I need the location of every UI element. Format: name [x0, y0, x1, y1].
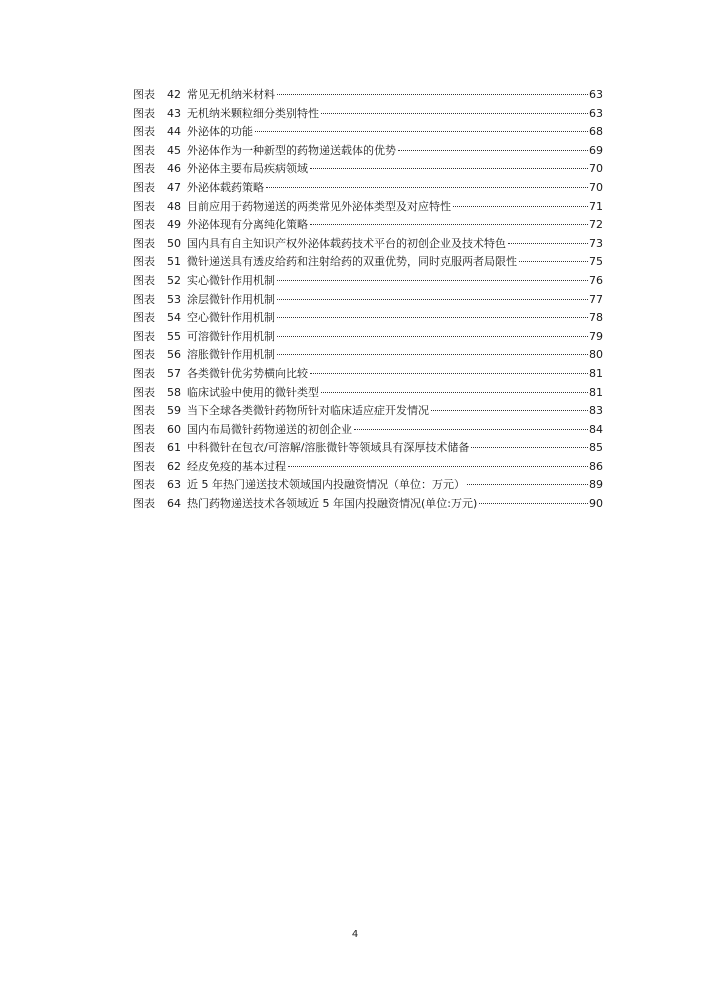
toc-entry[interactable]: [133, 198, 603, 217]
toc-entry[interactable]: [133, 105, 603, 124]
figure-title: 无机纳米颗粒细分类别特性: [187, 106, 319, 120]
figure-number: 50: [167, 236, 181, 250]
figure-title: 涂层微针作用机制: [187, 292, 275, 306]
dot-leader: [277, 317, 588, 318]
figure-number: 42: [167, 88, 181, 101]
figure-label: 图表: [133, 441, 155, 455]
figure-label: 图表: [133, 218, 155, 232]
dot-leader: [354, 429, 588, 430]
toc-entry[interactable]: [133, 272, 603, 291]
figure-label: 图表: [133, 404, 155, 418]
figure-label: 图表: [133, 422, 155, 436]
toc-entry[interactable]: [133, 291, 603, 310]
dot-leader: [310, 224, 588, 225]
toc-entry[interactable]: [133, 160, 603, 179]
dot-leader: [321, 113, 588, 114]
dot-leader: [277, 354, 588, 355]
dot-leader: [471, 447, 588, 448]
figure-page-number: 77: [589, 292, 603, 306]
figure-number: 51: [167, 255, 181, 269]
figure-page-number: 78: [589, 311, 603, 325]
figure-title: 空心微针作用机制: [187, 311, 275, 325]
dot-leader: [277, 280, 588, 281]
figure-page-number: 63: [589, 106, 603, 120]
figure-label: 图表: [133, 125, 155, 139]
figure-title: 外泌体载药策略: [187, 180, 264, 194]
figure-label: 图表: [133, 311, 155, 325]
dot-leader: [479, 503, 588, 504]
figure-page-number: 71: [589, 199, 603, 213]
figure-label: 图表: [133, 478, 155, 492]
dot-leader: [288, 466, 588, 467]
toc-entry[interactable]: [133, 421, 603, 440]
figure-page-number: 68: [589, 125, 603, 139]
figure-title: 常见无机纳米材料: [187, 88, 275, 101]
dot-leader: [508, 243, 588, 244]
figure-label: 图表: [133, 236, 155, 250]
figure-number: 48: [167, 199, 181, 213]
figure-page-number: 80: [589, 348, 603, 362]
dot-leader: [519, 261, 588, 262]
figure-label: 图表: [133, 162, 155, 176]
toc-entry[interactable]: [133, 328, 603, 347]
figure-number: 63: [167, 478, 181, 492]
figure-number: 59: [167, 404, 181, 418]
figure-title: 国内具有自主知识产权外泌体载药技术平台的初创企业及技术特色: [187, 236, 506, 250]
dot-leader: [277, 94, 588, 95]
figure-number: 53: [167, 292, 181, 306]
figure-page-number: 90: [589, 497, 603, 511]
figure-page-number: 81: [589, 366, 603, 380]
figure-page-number: 85: [589, 441, 603, 455]
dot-leader: [453, 206, 588, 207]
page-number: 4: [351, 929, 359, 940]
figure-number: 49: [167, 218, 181, 232]
figure-page-number: 70: [589, 180, 603, 194]
figure-number: 55: [167, 329, 181, 343]
figure-number: 46: [167, 162, 181, 176]
figure-title: 热门药物递送技术各领域近 5 年国内投融资情况(单位:万元): [187, 497, 478, 511]
figure-title: 临床试验中使用的微针类型: [187, 385, 319, 399]
toc-entry[interactable]: [133, 346, 603, 365]
toc-entry[interactable]: [133, 123, 603, 142]
figure-page-number: 86: [589, 459, 603, 473]
figure-label: 图表: [133, 459, 155, 473]
figure-number: 58: [167, 385, 181, 399]
toc-entry[interactable]: [133, 458, 603, 477]
toc-entry[interactable]: [133, 86, 603, 105]
figure-title: 可溶微针作用机制: [187, 329, 275, 343]
figure-title: 中科微针在包衣/可溶解/溶胀微针等领域具有深厚技术储备: [187, 441, 470, 455]
dot-leader: [321, 392, 588, 393]
figure-label: 图表: [133, 497, 155, 511]
figure-number: 62: [167, 459, 181, 473]
figure-page-number: 72: [589, 218, 603, 232]
dot-leader: [255, 131, 588, 132]
figure-label: 图表: [133, 292, 155, 306]
figure-number: 52: [167, 273, 181, 287]
figure-page-number: 70: [589, 162, 603, 176]
figure-title: 近 5 年热门递送技术领域国内投融资情况（单位：万元）: [187, 478, 465, 492]
figure-number: 47: [167, 180, 181, 194]
dot-leader: [398, 150, 588, 151]
figure-label: 图表: [133, 143, 155, 157]
figure-title: 外泌体作为一种新型的药物递送载体的优势: [187, 143, 396, 157]
figure-title: 外泌体现有分离纯化策略: [187, 218, 308, 232]
figure-title: 经皮免疫的基本过程: [187, 459, 286, 473]
figure-title: 溶胀微针作用机制: [187, 348, 275, 362]
toc-entry[interactable]: [133, 235, 603, 254]
table-of-figures: [133, 86, 603, 514]
figure-page-number: 73: [589, 236, 603, 250]
figure-number: 54: [167, 311, 181, 325]
toc-entry[interactable]: [133, 253, 603, 272]
figure-label: 图表: [133, 106, 155, 120]
figure-number: 57: [167, 366, 181, 380]
dot-leader: [310, 373, 588, 374]
figure-number: 60: [167, 422, 181, 436]
toc-entry[interactable]: [133, 142, 603, 161]
figure-page-number: 75: [589, 255, 603, 269]
toc-entry[interactable]: [133, 216, 603, 235]
figure-page-number: 89: [589, 478, 603, 492]
toc-entry[interactable]: [133, 179, 603, 198]
toc-entry[interactable]: [133, 384, 603, 403]
figure-page-number: 76: [589, 273, 603, 287]
figure-label: 图表: [133, 273, 155, 287]
dot-leader: [266, 187, 588, 188]
figure-number: 43: [167, 106, 181, 120]
dot-leader: [431, 410, 588, 411]
figure-label: 图表: [133, 385, 155, 399]
figure-title: 外泌体主要布局疾病领域: [187, 162, 308, 176]
toc-entry[interactable]: [133, 476, 603, 495]
figure-page-number: 63: [589, 88, 603, 101]
figure-label: 图表: [133, 199, 155, 213]
figure-number: 64: [167, 497, 181, 511]
figure-title: 微针递送具有透皮给药和注射给药的双重优势，同时克服两者局限性: [187, 255, 517, 269]
figure-title: 实心微针作用机制: [187, 273, 275, 287]
toc-entry[interactable]: [133, 495, 603, 514]
figure-page-number: 79: [589, 329, 603, 343]
toc-entry[interactable]: [133, 309, 603, 328]
figure-number: 61: [167, 441, 181, 455]
figure-label: 图表: [133, 348, 155, 362]
figure-label: 图表: [133, 366, 155, 380]
figure-label: 图表: [133, 180, 155, 194]
figure-title: 国内布局微针药物递送的初创企业: [187, 422, 352, 436]
figure-number: 44: [167, 125, 181, 139]
figure-label: 图表: [133, 255, 155, 269]
dot-leader: [277, 336, 588, 337]
toc-entry[interactable]: [133, 365, 603, 384]
figure-title: 外泌体的功能: [187, 125, 253, 139]
figure-title: 目前应用于药物递送的两类常见外泌体类型及对应特性: [187, 199, 451, 213]
figure-page-number: 84: [589, 422, 603, 436]
figure-page-number: 83: [589, 404, 603, 418]
figure-label: 图表: [133, 329, 155, 343]
figure-page-number: 69: [589, 143, 603, 157]
figure-number: 56: [167, 348, 181, 362]
figure-title: 当下全球各类微针药物所针对临床适应症开发情况: [187, 404, 429, 418]
figure-number: 45: [167, 143, 181, 157]
figure-page-number: 81: [589, 385, 603, 399]
figure-label: 图表: [133, 88, 155, 101]
toc-entry[interactable]: [133, 439, 603, 458]
figure-title: 各类微针优劣势横向比较: [187, 366, 308, 380]
dot-leader: [467, 484, 588, 485]
dot-leader: [277, 299, 588, 300]
dot-leader: [310, 168, 588, 169]
toc-entry[interactable]: [133, 402, 603, 421]
